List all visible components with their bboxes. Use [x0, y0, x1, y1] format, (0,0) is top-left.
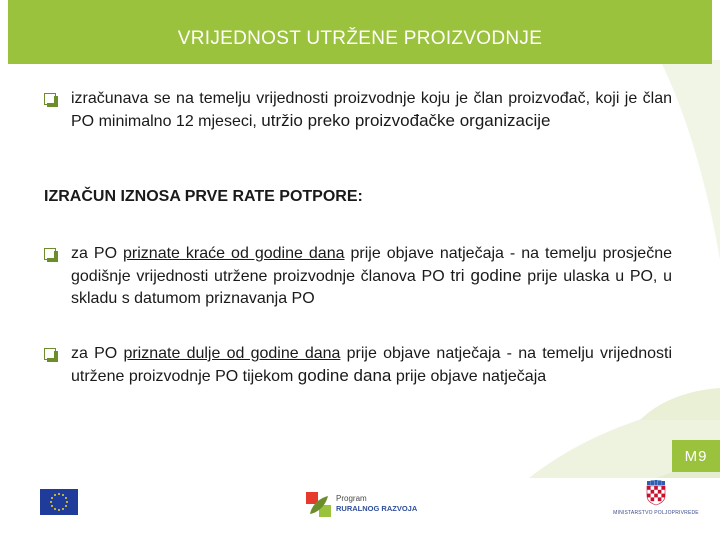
- bullet-text: [71, 343, 672, 388]
- bullet-emphasis: tri godine: [450, 266, 522, 285]
- bullet-text: [71, 88, 672, 133]
- bullet-text-part: prije objave natječaja: [391, 368, 547, 385]
- ministry-logo: [608, 480, 704, 516]
- bullet-text-part: prije objave natječaja - na temelju prosječne godišnje vrijednosti utržene proizvodnje članova PO: [71, 245, 673, 285]
- section-heading: IZRAČUN IZNOSA PRVE RATE POTPORE:: [44, 188, 363, 205]
- checkbox-bullet-icon: [44, 248, 56, 260]
- bullet-item-2: [44, 243, 672, 310]
- program-leaf-icon: [306, 492, 332, 518]
- program-logo-line1: Program: [336, 494, 367, 503]
- bullet-emphasis: utržio preko proizvođačke organizacije: [261, 111, 551, 130]
- bullet-item-1: [44, 88, 672, 133]
- bullet-emphasis: godine dana: [297, 366, 392, 385]
- program-logo-line2: RURALNOG RAZVOJA: [336, 504, 418, 513]
- bullet-text-part: za PO: [71, 345, 124, 362]
- ministry-name: MINISTARSTVO POLJOPRIVREDE: [613, 510, 699, 516]
- eu-flag-icon: [40, 489, 78, 515]
- slide-title: VRIJEDNOST UTRŽENE PROIZVODNJE: [177, 28, 543, 49]
- bullet-item-3: [44, 343, 672, 388]
- checkbox-bullet-icon: [44, 93, 56, 105]
- checkbox-bullet-icon: [44, 348, 56, 360]
- page-badge: M9: [672, 440, 720, 472]
- croatian-coat-of-arms-icon: [646, 480, 666, 506]
- footer: [0, 478, 720, 540]
- program-logo-text: [336, 494, 446, 514]
- bullet-underlined-phrase: priznate dulje od godine dana: [123, 345, 341, 362]
- bullet-text-part: prije objave natječaja - na temelju vrijednosti utržene proizvodnje PO tijekom: [71, 345, 673, 385]
- title-bar: [8, 0, 712, 64]
- bullet-text-part: izračunava se na temelju vrijednosti proizvodnje koju je član proizvođač, koji je član PO minimalno 12 mjeseci,: [71, 90, 672, 130]
- bullet-text-part: za PO: [71, 245, 124, 262]
- bullet-text: [71, 243, 672, 310]
- bullet-text-part: prije ulaska u PO, u skladu s datumom priznavanja PO: [71, 268, 672, 307]
- bullet-underlined-phrase: priznate kraće od godine dana: [123, 245, 345, 262]
